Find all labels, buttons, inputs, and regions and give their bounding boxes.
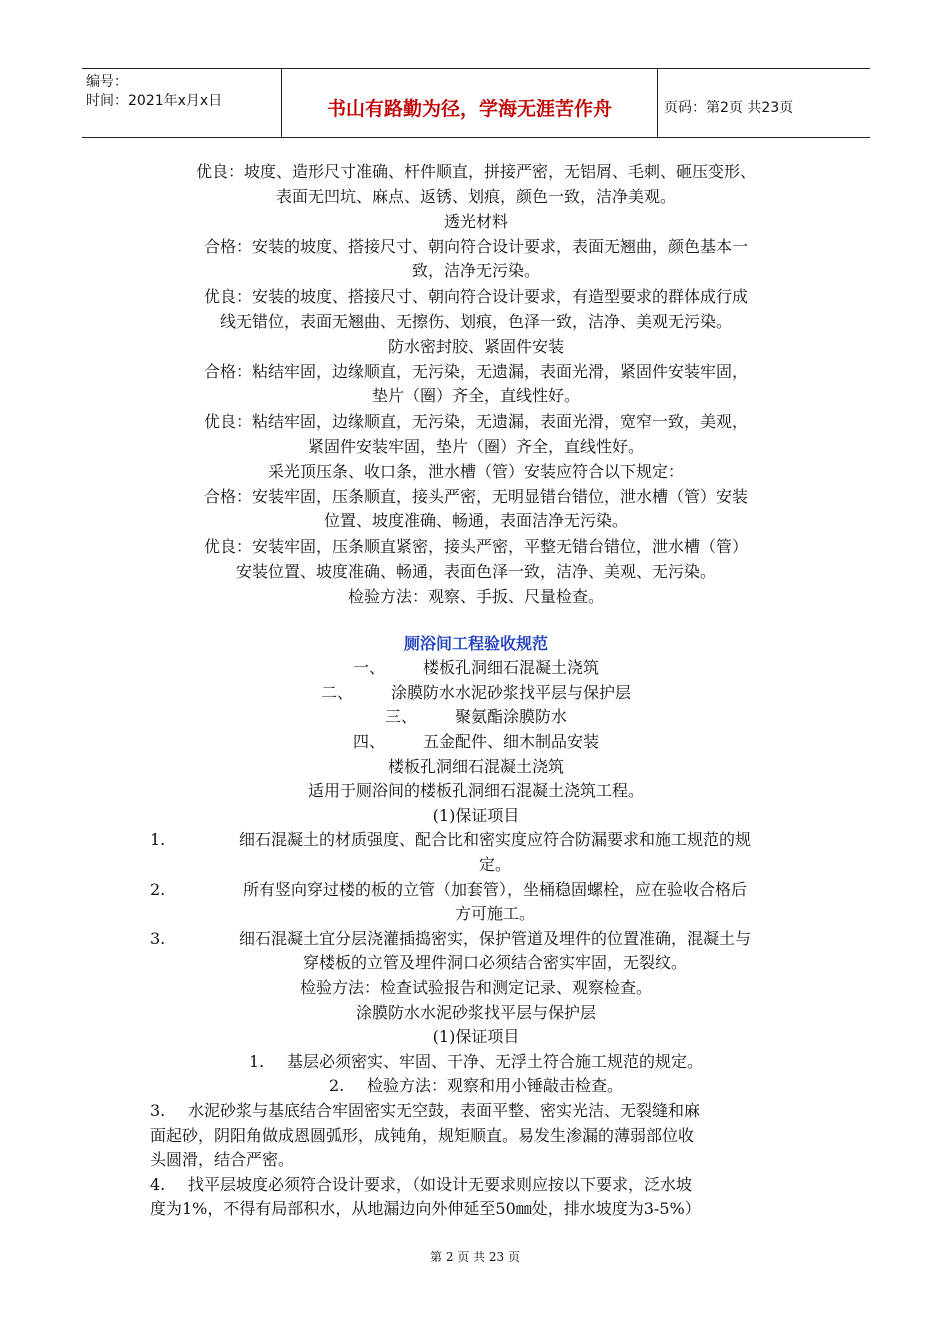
list-text	[188, 828, 802, 877]
paragraph	[150, 410, 802, 459]
text-line: 线无错位，表面无翘曲、无擦伤、划痕，色泽一致，洁净、美观无污染。	[219, 311, 732, 331]
list-number: 2.	[328, 1076, 345, 1096]
header-motto: 书山有路勤为径，学海无涯苦作舟	[282, 69, 658, 137]
inspection-method: 检验方法：检查试验报告和测定记录、观察检查。	[299, 978, 652, 997]
toc-item	[150, 656, 802, 681]
list-item	[150, 1074, 802, 1099]
paragraph	[150, 360, 802, 409]
toc-number: 二、	[320, 682, 353, 702]
list-number: 2.	[150, 879, 166, 899]
text-line: 表面无凹坑、麻点、返锈、划痕，颜色一致，洁净美观。	[275, 186, 676, 206]
text-line: 所有竖向穿过楼的板的立管（加套管），坐桶稳固螺栓，应在验收合格后	[242, 879, 747, 899]
list-number: 1.	[248, 1051, 265, 1071]
list-item	[150, 1173, 802, 1222]
text-line: 安装位置、坡度准确、畅通，表面色泽一致，洁净、美观、无污染。	[235, 561, 716, 581]
paragraph	[150, 235, 802, 284]
text-line: 致，洁净无污染。	[411, 261, 540, 281]
text-line: 优良：安装牢固，压条顺直紧密，接头严密，平整无错台错位，泄水槽（管）	[203, 536, 748, 556]
text-line: 合格：粘结牢固，边缘顺直，无污染，无遗漏，表面光滑，紧固件安装牢固，	[203, 361, 748, 381]
toc-text: 涂膜防水水泥砂浆找平层与保护层	[390, 682, 631, 702]
list-number: 1.	[150, 830, 166, 850]
paragraph	[150, 535, 802, 584]
list-text	[188, 878, 802, 927]
toc-text: 聚氨酯涂膜防水	[454, 707, 567, 727]
list-number: 3.	[150, 928, 166, 948]
toc-number: 四、	[352, 732, 385, 752]
list-text	[188, 927, 802, 976]
guarantee-heading: (1)保证项目	[432, 1027, 520, 1047]
text-line: 头圆滑，结合严密。	[150, 1150, 295, 1170]
text-line: 紧固件安装牢固，垫片（圈）齐全，直线性好。	[307, 436, 644, 456]
list-text: 基层必须密实、牢固、干净、无浮土符合施工规范的规定。	[286, 1051, 703, 1071]
subheading-floor-hole: 楼板孔洞细石混凝土浇筑	[387, 756, 564, 776]
toc-number: 三、	[384, 707, 417, 727]
text-line: 合格：安装的坡度、搭接尺寸、朝向符合设计要求，表面无翘曲，颜色基本一	[203, 236, 748, 256]
list-item	[150, 828, 802, 877]
text-line: 定。	[478, 855, 511, 875]
list-number: 4.	[150, 1174, 166, 1194]
text-line: 细石混凝土宜分层浇灌插捣密实，保护管道及埋件的位置准确，混凝土与	[238, 928, 751, 948]
text-line: 细石混凝土的材质强度、配合比和密实度应符合防漏要求和施工规范的规	[238, 830, 751, 850]
subheading-mortar: 涂膜防水水泥砂浆找平层与保护层	[355, 1002, 596, 1022]
text-line: 穿楼板的立管及埋件洞口必须结合密实牢固，无裂纹。	[302, 953, 687, 973]
text-line: 位置、坡度准确、畅通，表面洁净无污染。	[323, 511, 628, 531]
scope-text: 适用于厕浴间的楼板孔洞细石混凝土浇筑工程。	[307, 781, 644, 801]
list-text: 检验方法：观察和用小锤敲击检查。	[366, 1076, 623, 1096]
list-item	[150, 878, 802, 927]
text-line: 优良：安装的坡度、搭接尺寸、朝向符合设计要求，有造型要求的群体成行成	[203, 286, 748, 306]
section-title: 厕浴间工程验收规范	[403, 633, 548, 653]
toc-text: 五金配件、细木制品安装	[422, 732, 599, 752]
toc-item	[150, 681, 802, 706]
list-item	[150, 927, 802, 976]
doc-number: 编号：	[86, 74, 128, 90]
paragraph	[150, 160, 802, 209]
inspection-method: 检验方法：观察、手扳、尺量检查。	[347, 587, 604, 607]
text-line: 优良：坡度、造形尺寸准确、杆件顺直，拼接严密，无铝屑、毛刺、砸压变形、	[195, 162, 756, 181]
paragraph	[150, 285, 802, 334]
subheading-sealant: 防水密封胶、紧固件安装	[387, 337, 564, 357]
list-item	[150, 1050, 802, 1075]
doc-date: 时间：2021年x月x日	[86, 93, 223, 109]
text-line: 水泥砂浆与基底结合牢固密实无空鼓，表面平整、密实光洁、无裂缝和麻	[188, 1100, 701, 1120]
toc-item	[150, 705, 802, 730]
text-line: 度为1%，不得有局部积水，从地漏边向外伸延至50㎜处，排水坡度为3-5%）	[150, 1199, 701, 1219]
list-item	[150, 1099, 802, 1173]
paragraph	[150, 485, 802, 534]
page-footer: 第 2 页 共 23 页	[430, 1250, 520, 1264]
document-body	[150, 160, 802, 1222]
text-line: 找平层坡度必须符合设计要求，（如设计无要求则应按以下要求，泛水坡	[188, 1174, 693, 1194]
page-header	[82, 68, 870, 138]
guarantee-heading: (1)保证项目	[432, 805, 520, 825]
text-line: 优良：粘结牢固，边缘顺直，无污染，无遗漏，表面光滑，宽窄一致，美观，	[203, 411, 748, 431]
toc-text: 楼板孔洞细石混凝土浇筑	[422, 658, 599, 678]
header-page-info: 页码：第2页 共23页	[664, 100, 794, 116]
subheading-skylight: 采光顶压条、收口条，泄水槽（管）安装应符合以下规定：	[267, 462, 684, 482]
text-line: 方可施工。	[454, 904, 535, 924]
text-line: 垫片（圈）齐全，直线性好。	[371, 386, 580, 406]
text-line: 合格：安装牢固，压条顺直，接头严密，无明显错台错位，泄水槽（管）安装	[203, 486, 748, 506]
subheading-transparent-material: 透光材料	[443, 212, 508, 232]
list-number: 3.	[150, 1100, 166, 1120]
text-line: 面起砂，阴阳角做成恩圆弧形，成钝角，规矩顺直。易发生渗漏的薄弱部位收	[150, 1125, 695, 1145]
toc-item	[150, 730, 802, 755]
header-meta	[82, 69, 282, 137]
toc-number: 一、	[352, 658, 385, 678]
